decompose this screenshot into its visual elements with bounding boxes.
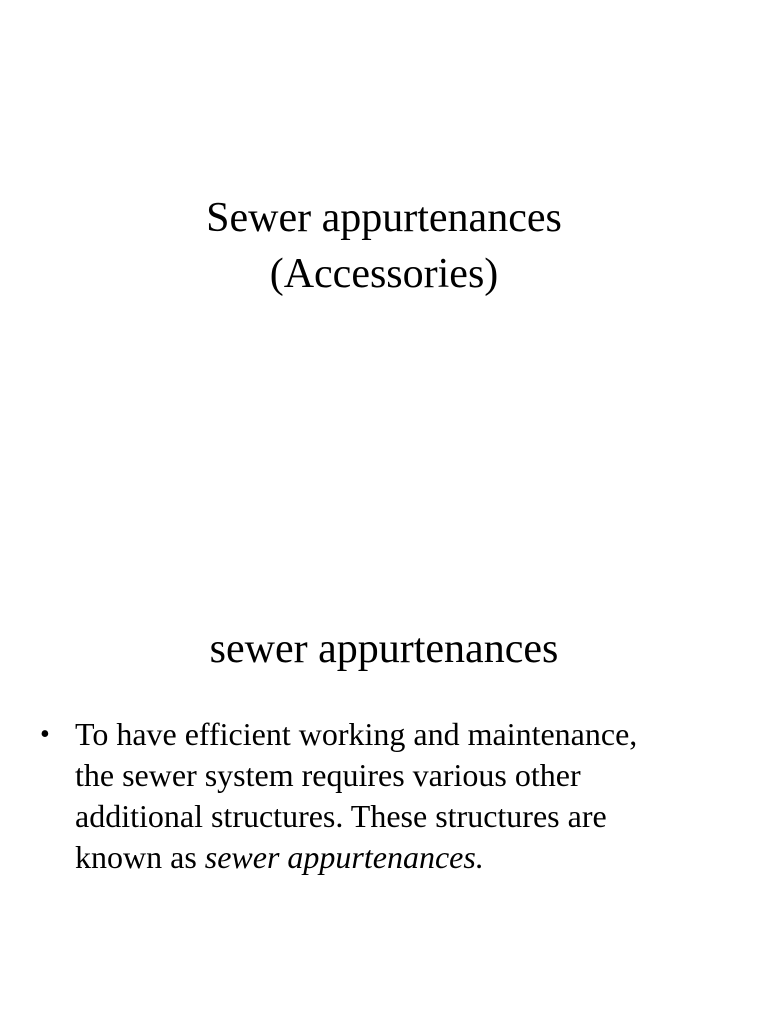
bullet-line-4-text: known as <box>75 839 205 875</box>
title-line-1: Sewer appurtenances <box>206 195 562 241</box>
bullet-line-1: To have efficient working and maintenance, <box>75 716 638 752</box>
bullet-line-4 <box>75 837 720 878</box>
bullet-text <box>75 714 720 878</box>
bullet-icon: • <box>40 719 50 750</box>
bullet-line-4-emphasis: sewer appurtenances. <box>204 839 484 875</box>
title-line-2: (Accessories) <box>269 251 499 297</box>
slide-content <box>0 512 768 1024</box>
slide-title-heading <box>0 190 768 302</box>
bullet-line-2: the sewer system requires various other <box>75 757 581 793</box>
bullet-line-3: additional structures. These structures are <box>75 798 607 834</box>
bullet-item <box>40 714 720 878</box>
bullet-list <box>40 714 720 878</box>
content-heading: sewer appurtenances <box>209 626 559 672</box>
